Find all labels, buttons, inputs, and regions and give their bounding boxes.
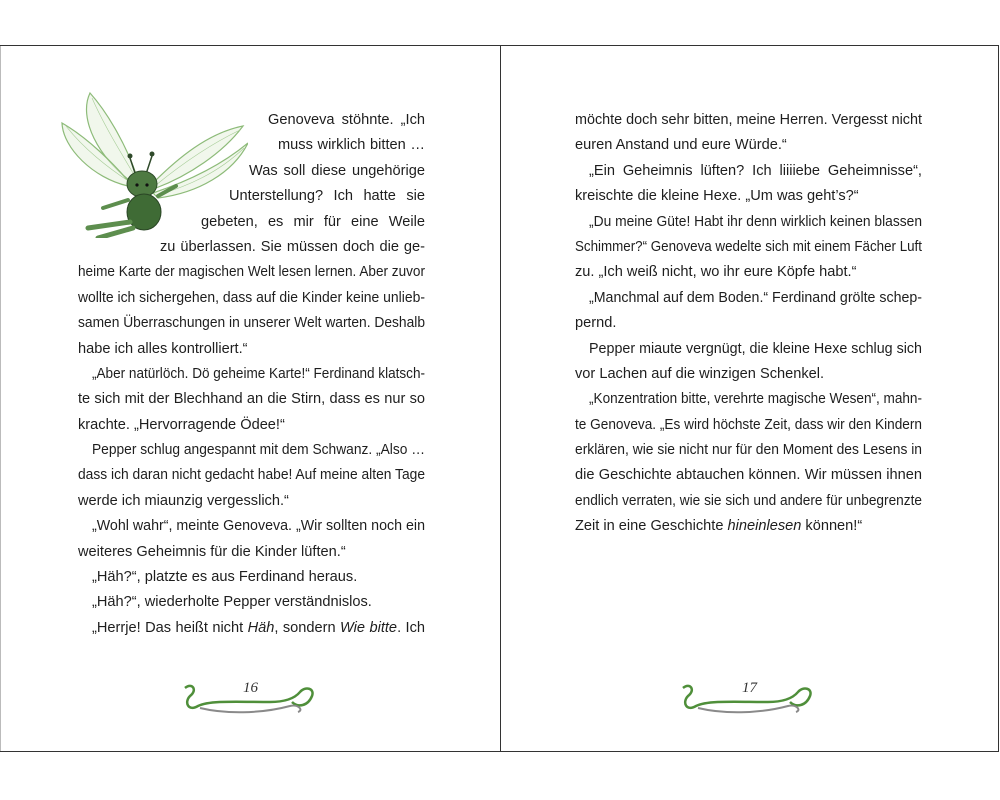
text-line [575,286,922,311]
text-line-content [92,514,425,539]
text-segment: „Manchmal auf dem Boden.“ Ferdinand grölte schep- [589,289,922,306]
text-line [78,362,425,387]
text-line [78,159,425,184]
text-segment: „Konzentration bitte, verehrte magische Wesen“, mahn- [589,391,922,408]
text-segment: . Ich [397,619,426,636]
italic-text: Häh [247,619,275,636]
text-line [575,159,922,184]
text-line [78,463,425,488]
text-line-content [92,565,357,590]
book-gutter [500,45,501,752]
text-line-content [278,133,425,158]
text-line [78,489,425,514]
text-segment: zu. „Ich weiß nicht, wo ihr eure Köpfe habt.“ [575,264,857,281]
text-line-content [92,616,425,641]
page-number: 16 [243,680,258,696]
text-segment: Pepper schlug angespannt mit dem Schwanz. „Also … [92,442,425,459]
right-page-text [575,108,922,540]
text-line [78,108,425,133]
text-line [575,463,922,488]
italic-text: Wie bitte [340,619,398,636]
text-line [575,489,922,514]
text-segment: „Wohl wahr“, meinte Genoveva. „Wir sollten noch ein [92,518,425,535]
text-segment: dass ich daran nicht gedacht habe! Auf meine alten Tage [78,467,425,484]
text-line-content [92,590,372,615]
text-line-content [92,438,425,463]
text-line [575,108,922,133]
text-line-content [575,235,922,260]
text-line [575,260,922,285]
text-line [575,235,922,260]
text-segment: Was soll diese ungehörige [249,162,425,179]
text-segment: „Häh?“, platzte es aus Ferdinand heraus. [92,569,358,586]
text-segment: habe ich alles kontrolliert.“ [78,340,248,357]
text-line-content [575,311,616,336]
text-line [575,362,922,387]
text-line-content [268,108,425,133]
text-segment: möchte doch sehr bitten, meine Herren. Vergesst nicht [575,112,922,128]
text-line-content [575,514,862,539]
text-segment: krachte. „Hervorragende Ödee!“ [78,416,285,433]
text-line [575,413,922,438]
text-segment: endlich verraten, wie sie sich und andere für unbegrenzte [575,492,922,509]
text-segment: gebeten, es mir für eine Weile [201,213,425,230]
text-line [78,337,425,362]
text-line [575,311,922,336]
text-line [575,184,922,209]
text-line [78,590,425,615]
text-line-content [78,463,425,488]
text-segment: können!“ [801,518,863,535]
text-line-content [575,463,922,488]
text-segment: kreischte die kleine Hexe. „Um was geht’s?“ [575,188,859,205]
italic-text: hineinlesen [727,518,802,535]
text-line-content [249,159,425,184]
text-line-content [78,413,285,438]
text-line [78,260,425,285]
text-line-content [589,210,922,235]
text-line-content [78,286,425,311]
text-line-content [229,184,425,209]
text-line-content [575,108,922,133]
text-segment: vor Lachen auf die winzigen Schenkel. [575,365,825,382]
text-line-content [78,311,425,336]
text-segment: „Du meine Güte! Habt ihr denn wirklich keinen blassen [589,213,922,230]
text-segment: „Aber natürlöch. Dö geheime Karte!“ Ferdinand klatsch- [92,365,425,382]
text-segment: Schimmer?“ Genoveva wedelte sich mit einem Fächer Luft [575,238,922,255]
text-segment: muss wirklich bitten … [278,137,425,154]
text-segment: „Häh?“, wiederholte Pepper verständnislos. [92,594,372,611]
text-segment: erklären, wie sie nicht nur für den Moment des Lesens in [575,442,922,459]
text-line-content [575,133,787,158]
text-segment: samen Überraschungen in unserer Welt warten. Deshalb [78,315,425,332]
text-line-content [575,413,922,438]
text-line-content [575,489,922,514]
text-line-content [589,337,922,362]
text-line [78,311,425,336]
text-line-content [575,362,824,387]
text-line-content [78,337,248,362]
text-segment: , sondern [274,619,341,636]
text-line-content [575,184,859,209]
text-segment: wollte ich sichergehen, dass auf die Kinder keine unlieb- [78,289,425,306]
text-line-content [589,387,922,412]
text-line [78,286,425,311]
text-segment: pernd. [575,315,617,332]
text-segment: te Genoveva. „Es wird höchste Zeit, dass wir den Kindern [575,416,922,433]
text-line-content [160,235,425,260]
text-line [78,514,425,539]
text-segment: die Geschichte abtauchen können. Wir müssen ihnen [575,467,922,484]
text-line-content [575,260,856,285]
text-line [78,413,425,438]
text-line-content [78,540,346,565]
left-page-text [78,108,425,641]
text-segment: „Herrje! Das heißt nicht [92,619,248,636]
text-line [78,565,425,590]
text-line [78,438,425,463]
text-segment: Genoveva stöhnte. „Ich [268,112,425,128]
text-line [575,514,922,539]
text-line-content [92,362,425,387]
text-line [78,387,425,412]
text-line-content [589,159,922,184]
text-line [575,133,922,158]
text-line [78,235,425,260]
text-line [78,184,425,209]
text-segment: Unterstellung? Ich hatte sie [229,188,425,205]
text-line-content [78,387,425,412]
text-line [575,210,922,235]
text-segment: heime Karte der magischen Welt lesen lernen. Aber zuvor [78,264,425,281]
text-line [78,616,425,641]
text-segment: werde ich miaunzig vergesslich.“ [78,492,289,509]
text-segment: zu überlassen. Sie müssen doch die ge- [160,238,425,255]
text-segment: te sich mit der Blechhand an die Stirn, dass es nur so [78,391,425,408]
text-segment: weiteres Geheimnis für die Kinder lüften.“ [78,543,346,560]
text-line [78,133,425,158]
text-line-content [589,286,922,311]
text-line [575,438,922,463]
text-line-content [78,260,425,285]
page-number: 17 [742,680,757,696]
text-segment: Pepper miaute vergnügt, die kleine Hexe schlug sich [589,340,922,357]
text-line [575,337,922,362]
text-line-content [575,438,922,463]
text-segment: Zeit in eine Geschichte [575,518,728,535]
text-line [78,210,425,235]
text-line-content [201,210,425,235]
text-line [575,387,922,412]
text-segment: „Ein Geheimnis lüften? Ich liiiiebe Geheimnisse“, [589,162,922,179]
text-line-content [78,489,289,514]
text-line [78,540,425,565]
text-segment: euren Anstand und eure Würde.“ [575,137,787,154]
